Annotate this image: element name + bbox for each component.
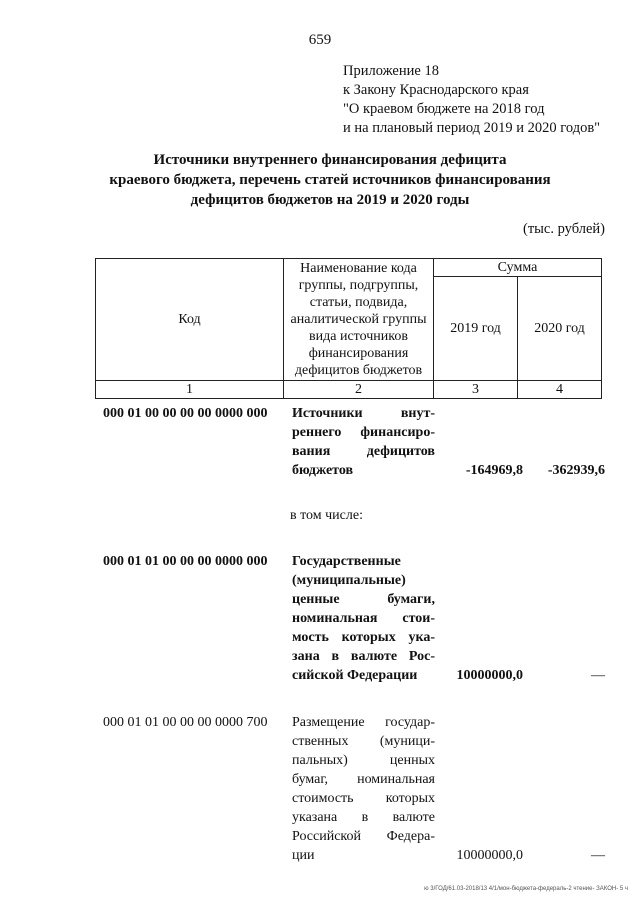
header-year-2019: 2019 год [434,277,518,381]
header-name-line: группы, подгруппы, [298,278,419,293]
header-sum: Сумма [434,259,602,277]
header-code: Код [96,259,284,381]
table-body [95,404,605,865]
table-header [95,258,602,399]
table-row [95,552,605,685]
row-name-line: Российской Федера- [292,829,435,844]
table-row [95,713,605,865]
row-name [286,713,435,865]
row-name-line: бумаг, номинальная [292,772,435,787]
row-name-line: (муниципальные) [292,573,406,588]
header-name-line: дефицитов бюджетов [294,363,423,378]
row-name [286,404,435,480]
footer-filepath: ю 3/ГОД/61.03-2018/13 4/1/мон-бюджета-федераль-2 чтение- ЗАКОН- 5 ч [424,886,628,892]
appendix-line: и на плановый период 2019 и 2020 годов" [343,120,601,136]
title-line: дефицитов бюджетов на 2019 и 2020 годы [190,192,470,208]
row-value-2019: 10000000,0 [456,668,523,683]
row-name-line: ценные бумаги, [292,592,435,607]
row-value-2020: -362939,6 [547,463,605,478]
column-number: 4 [518,381,602,399]
row-value-2020: — [591,668,605,683]
row-name-line: бюджетов [292,463,354,478]
header-name-line: Наименование кода [300,261,417,276]
row-name [286,552,435,685]
header-year-2020: 2020 год [518,277,602,381]
row-value-2019: -164969,8 [465,463,523,478]
row-name-line: стоимость которых [292,791,435,806]
units-label: (тыс. рублей) [523,221,605,237]
title-line: Источники внутреннего финансирования дефицита [153,152,507,168]
row-name-line: Государственные [292,554,401,569]
row-code: 000 01 00 00 00 00 0000 000 [103,406,268,421]
row-code: 000 01 01 00 00 00 0000 700 [103,715,268,730]
column-number: 3 [434,381,518,399]
header-name-line: финансирования [308,346,409,361]
row-name-line: пальных) ценных [292,753,435,768]
appendix-line: Приложение 18 [343,63,439,79]
row-name-line: мость которых ука- [292,630,435,645]
column-number: 1 [96,381,284,399]
row-name-line: Источники внут- [292,406,435,421]
header-name [284,259,434,381]
appendix-reference [343,62,600,138]
in-that-number-label: в том числе: [290,508,363,523]
row-name-line: вания дефицитов [292,444,435,459]
row-name-line: ции [292,848,315,863]
row-name-line: номинальная стои- [292,611,435,626]
header-name-line: аналитической группы [290,312,427,327]
title-line: краевого бюджета, перечень статей источников финансирования [109,172,551,188]
row-code: 000 01 01 00 00 00 0000 000 [103,554,268,569]
row-name-line: сийской Федерации [292,668,418,683]
appendix-line: к Закону Краснодарского края [343,82,529,98]
column-number: 2 [284,381,434,399]
row-name-line: реннего финансиро- [292,425,435,440]
row-value-2019: 10000000,0 [456,848,523,863]
document-title [90,150,570,210]
page-number: 659 [308,32,332,48]
row-name-line: зана в валюте Рос- [292,649,435,664]
header-name-line: статьи, подвида, [309,295,408,310]
row-value-2020: — [591,848,605,863]
header-name-line: вида источников [309,329,408,344]
appendix-line: "О краевом бюджете на 2018 год [343,101,545,117]
row-name-line: ственных (муници- [292,734,435,749]
row-name-line: Размещение государ- [292,715,435,730]
row-name-line: указана в валюте [292,810,435,825]
table-row [95,404,605,480]
